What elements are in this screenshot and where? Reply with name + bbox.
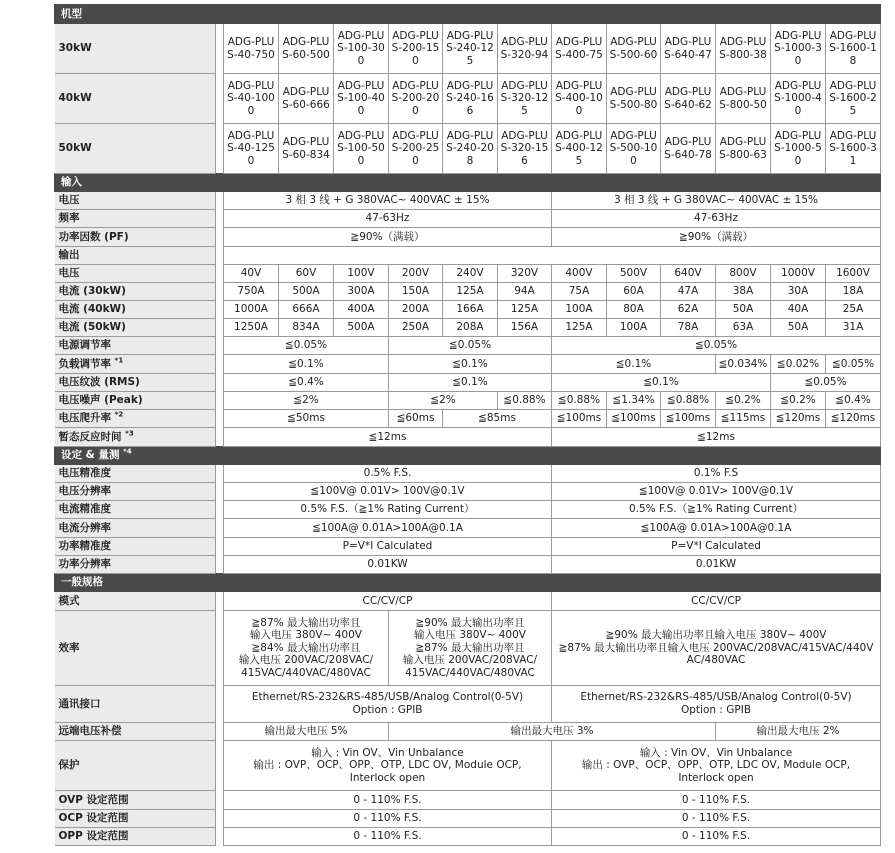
spacer [216,228,224,247]
text-line: 输入 : Vin OV、Vin Unbalance [639,746,793,759]
value-cell: 40V [224,265,279,283]
value-cell: ≦12ms [552,428,881,447]
value-cell: 0.5% F.S.（≧1% Rating Current） [224,501,552,519]
value-cell: ≦100V@ 0.01V> 100V@0.1V [224,483,552,501]
model-cell: ADG-PLUS-500-80 [607,74,661,124]
value-cell: 400A [334,301,389,319]
text-line: Interlock open [678,771,754,784]
section-header-setting [55,447,881,465]
text-line: 415VAC/440VAC/480VAC [405,666,535,679]
value-cell: ≦0.2% [716,392,771,410]
spacer [216,686,224,723]
model-cell: ADG-PLUS-1600-25 [826,74,881,124]
model-cell: ADG-PLUS-240-208 [443,124,498,174]
text-line: ≧87% 最大输出功率且 [251,616,361,629]
text-line: ≧90% 最大输出功率且 [415,616,525,629]
value-cell: ≦0.4% [224,374,389,392]
spacer [216,283,224,301]
model-cell: ADG-PLUS-800-63 [716,124,771,174]
row-voltage-accuracy [55,465,881,483]
model-cell: ADG-PLUS-1000-30 [771,24,826,74]
spacer [216,337,224,355]
value-cell [224,741,552,791]
model-cell: ADG-PLUS-60-500 [279,24,334,74]
text-line: Ethernet/RS-232&RS-485/USB/Analog Control(0-5V) [580,691,852,704]
value-cell [224,611,389,686]
row-power-resolution [55,556,881,574]
spacer [216,828,224,846]
model-cell: ADG-PLUS-200-150 [389,24,443,74]
model-cell: ADG-PLUS-1600-18 [826,24,881,74]
value-cell: ≦12ms [224,428,552,447]
model-cell: ADG-PLUS-640-62 [661,74,716,124]
row-current-accuracy [55,501,881,519]
model-row-40kw [55,74,881,124]
value-cell: ≦0.05% [552,337,881,355]
model-cell: ADG-PLUS-240-166 [443,74,498,124]
text-line: 输入电压 380V~ 400V [250,629,362,642]
model-cell: ADG-PLUS-1000-40 [771,74,826,124]
row-transient [55,428,881,447]
model-cell: ADG-PLUS-800-50 [716,74,771,124]
value-cell: 666A [279,301,334,319]
model-cell: ADG-PLUS-40-1250 [224,124,279,174]
section-title: 输入 [55,174,881,192]
value-cell: CC/CV/CP [224,592,552,611]
model-cell: ADG-PLUS-60-666 [279,74,334,124]
value-cell: 0.1% F.S [552,465,881,483]
value-cell: ≦115ms [716,410,771,428]
model-cell: ADG-PLUS-640-47 [661,24,716,74]
value-cell: ≦100V@ 0.01V> 100V@0.1V [552,483,881,501]
spacer [216,192,224,210]
value-cell: P=V*I Calculated [552,538,881,556]
spacer [216,723,224,741]
text-line: 输入 : Vin OV、Vin Unbalance [311,746,464,759]
section-title: 机型 [55,5,881,24]
section-title-text: 设定 & 量测 [61,449,120,462]
spacer [216,592,224,611]
text-line: ≧87% 最大输出功率且 [415,641,525,654]
value-cell: 125A [552,319,607,337]
row-label-text: 负载调节率 [58,357,111,370]
value-cell: ≦0.034% [716,355,771,374]
value-cell: 0 - 110% F.S. [552,791,881,810]
value-cell: 47-63Hz [224,210,552,228]
model-cell: ADG-PLUS-400-125 [552,124,607,174]
value-cell [389,611,552,686]
row-label: 电流精准度 [55,501,216,519]
model-cell: ADG-PLUS-640-78 [661,124,716,174]
row-label: 电流分辨率 [55,519,216,538]
spacer [216,301,224,319]
value-cell: 62A [661,301,716,319]
model-cell: ADG-PLUS-200-250 [389,124,443,174]
value-cell: 1000A [224,301,279,319]
row-input-frequency [55,210,881,228]
value-cell: ≦0.02% [771,355,826,374]
spacer [216,247,224,265]
spacer [216,519,224,538]
row-line-regulation [55,337,881,355]
spacer [216,556,224,574]
value-cell: 47-63Hz [552,210,881,228]
spacer [216,611,224,686]
value-cell: 78A [661,319,716,337]
model-cell: ADG-PLUS-320-94 [498,24,552,74]
value-cell: 输出最大电压 5% [224,723,389,741]
model-cell: ADG-PLUS-1600-31 [826,124,881,174]
value-cell: 750A [224,283,279,301]
row-label: OVP 设定范围 [55,791,216,810]
row-label: 电压噪声 (Peak) [55,392,216,410]
section-header-model [55,5,881,24]
value-cell: ≦0.88% [661,392,716,410]
row-label: 模式 [55,592,216,611]
value-cell: 63A [716,319,771,337]
value-cell: 240V [443,265,498,283]
row-label [55,355,216,374]
value-cell: 0.5% F.S. [224,465,552,483]
value-cell: 0 - 110% F.S. [224,791,552,810]
value-cell [224,686,552,723]
value-cell [552,686,881,723]
value-cell: P=V*I Calculated [224,538,552,556]
row-power-accuracy [55,538,881,556]
value-cell [552,611,881,686]
text-line: 输出 : OVP、OCP、OPP、OTP, LDC OV, Module OCP, [581,759,851,772]
model-cell: ADG-PLUS-500-100 [607,124,661,174]
value-cell: ≦50ms [224,410,389,428]
row-label: 电压纹波 (RMS) [55,374,216,392]
value-cell: 640V [661,265,716,283]
value-cell: ≦100A@ 0.01A>100A@0.1A [224,519,552,538]
value-cell: 208A [443,319,498,337]
row-label: 50kW [55,124,216,174]
row-label: 通讯接口 [55,686,216,723]
value-cell: 输出最大电压 3% [389,723,716,741]
value-cell: ≦120ms [826,410,881,428]
value-cell: 150A [389,283,443,301]
value-cell: 60A [607,283,661,301]
spacer [216,74,224,124]
spacer [216,538,224,556]
value-cell: ≦2% [224,392,389,410]
row-protection [55,741,881,791]
row-voltage-resolution [55,483,881,501]
value-cell: 166A [443,301,498,319]
row-output-current-50kw [55,319,881,337]
value-cell: 60V [279,265,334,283]
value-cell: 100A [552,301,607,319]
row-label-text: 电压爬升率 [58,412,111,425]
row-label: 效率 [55,611,216,686]
value-cell: 3 相 3 线 + G 380VAC~ 400VAC ± 15% [224,192,552,210]
row-output-current-30kw [55,283,881,301]
spec-table [54,4,881,846]
text-line: 415VAC/440VAC/480VAC [241,666,371,679]
value-cell: 1250A [224,319,279,337]
value-cell: ≦0.1% [389,355,552,374]
value-cell: ≦0.4% [826,392,881,410]
value-cell: 500A [334,319,389,337]
value-cell: ≦85ms [443,410,552,428]
value-cell: 156A [498,319,552,337]
model-cell: ADG-PLUS-240-125 [443,24,498,74]
footnote-mark: *3 [125,429,134,438]
value-cell: 0 - 110% F.S. [224,810,552,828]
model-cell: ADG-PLUS-400-75 [552,24,607,74]
row-efficiency [55,611,881,686]
model-cell: ADG-PLUS-200-200 [389,74,443,124]
model-cell: ADG-PLUS-320-156 [498,124,552,174]
spacer [216,392,224,410]
value-cell: 0.01KW [552,556,881,574]
model-row-50kw [55,124,881,174]
model-cell: ADG-PLUS-40-1000 [224,74,279,124]
text-line: AC/480VAC [686,654,746,667]
value-cell: 100A [607,319,661,337]
row-label: 40kW [55,74,216,124]
value-cell: 200V [389,265,443,283]
value-cell: ≦100A@ 0.01A>100A@0.1A [552,519,881,538]
value-cell: ≦100ms [661,410,716,428]
value-cell: 800V [716,265,771,283]
text-line: Interlock open [349,771,426,784]
value-cell: 834A [279,319,334,337]
value-cell: 80A [607,301,661,319]
row-label: OPP 设定范围 [55,828,216,846]
section-header-general [55,574,881,592]
value-cell: ≦0.1% [224,355,389,374]
value-cell: 50A [771,319,826,337]
section-title: 一般规格 [55,574,881,592]
row-communication [55,686,881,723]
row-mode [55,592,881,611]
value-cell: 100V [334,265,389,283]
value-cell: ≦0.1% [389,374,552,392]
row-remote-sense [55,723,881,741]
row-rise-time [55,410,881,428]
text-line: 输入电压 200VAC/208VAC/ [238,654,374,667]
model-cell: ADG-PLUS-100-300 [334,24,389,74]
spacer [216,210,224,228]
spacer [216,319,224,337]
value-cell: ≦0.05% [826,355,881,374]
text-line: Option : GPIB [681,704,752,716]
row-label: 功率分辨率 [55,556,216,574]
spacer [216,741,224,791]
value-cell: ≦0.88% [552,392,607,410]
value-cell: ≦0.05% [389,337,552,355]
value-cell: ≦0.88% [498,392,552,410]
row-label: 电压 [55,192,216,210]
section-header-output [55,247,881,265]
text-line: Option : GPIB [352,704,423,716]
value-cell: 94A [498,283,552,301]
value-cell: 125A [443,283,498,301]
value-cell: 1000V [771,265,826,283]
model-cell: ADG-PLUS-1000-50 [771,124,826,174]
row-label: 输出 [55,247,216,265]
value-cell: 125A [498,301,552,319]
value-cell: 输出最大电压 2% [716,723,881,741]
row-ovp-range [55,791,881,810]
value-cell: 75A [552,283,607,301]
row-label: 频率 [55,210,216,228]
row-label: 电源调节率 [55,337,216,355]
row-label: 30kW [55,24,216,74]
model-cell: ADG-PLUS-100-400 [334,74,389,124]
text-line: Ethernet/RS-232&RS-485/USB/Analog Control(0-5V) [251,691,524,704]
value-cell: ≦120ms [771,410,826,428]
value-cell: 0.01KW [224,556,552,574]
row-label: 远端电压补偿 [55,723,216,741]
text-line: ≧90% 最大输出功率且输入电压 380V~ 400V [605,629,827,642]
value-cell: 320V [498,265,552,283]
spacer [216,501,224,519]
footnote-mark: *1 [114,356,124,365]
model-cell: ADG-PLUS-100-500 [334,124,389,174]
value-cell: 0 - 110% F.S. [552,828,881,846]
value-cell: 0.5% F.S.（≧1% Rating Current） [552,501,881,519]
value-cell: ≦60ms [389,410,443,428]
spacer [216,265,224,283]
row-label: 保护 [55,741,216,791]
value-cell: 50A [716,301,771,319]
row-label [55,428,216,447]
row-input-voltage [55,192,881,210]
spacer [216,374,224,392]
model-row-30kw [55,24,881,74]
model-cell: ADG-PLUS-800-38 [716,24,771,74]
row-label-text: 暂态反应时间 [58,430,122,443]
row-output-voltage [55,265,881,283]
model-cell: ADG-PLUS-400-100 [552,74,607,124]
row-ocp-range [55,810,881,828]
value-cell: 31A [826,319,881,337]
value-cell: ≦1.34% [607,392,661,410]
row-opp-range [55,828,881,846]
spacer [216,24,224,74]
value-cell [552,741,881,791]
row-label: 功率因数 (PF) [55,228,216,247]
section-header-input [55,174,881,192]
spacer [216,124,224,174]
value-cell: ≧90%（满载） [224,228,552,247]
value-cell: 30A [771,283,826,301]
row-label: 电流 (30kW) [55,283,216,301]
value-cell: ≦0.2% [771,392,826,410]
value-cell: ≦0.05% [771,374,881,392]
spacer [216,791,224,810]
model-cell: ADG-PLUS-320-125 [498,74,552,124]
value-cell: CC/CV/CP [552,592,881,611]
row-label: 电压分辨率 [55,483,216,501]
value-cell: 40A [771,301,826,319]
spacer [216,465,224,483]
row-current-resolution [55,519,881,538]
spacer [216,410,224,428]
value-cell: 0 - 110% F.S. [552,810,881,828]
value-cell: 200A [389,301,443,319]
text-line: 输入电压 380V~ 400V [414,629,526,642]
value-cell: 400V [552,265,607,283]
row-load-regulation [55,355,881,374]
value-cell: ≦0.1% [552,355,716,374]
row-label: 电压精准度 [55,465,216,483]
value-cell: ≧90%（满载） [552,228,881,247]
spacer [216,428,224,447]
value-cell: 250A [389,319,443,337]
model-cell: ADG-PLUS-500-60 [607,24,661,74]
value-cell: 38A [716,283,771,301]
value-cell: ≦2% [389,392,498,410]
value-cell: ≦0.05% [224,337,389,355]
text-line: 输入电压 200VAC/208VAC/ [402,654,538,667]
row-label: 电流 (40kW) [55,301,216,319]
text-line: ≧87% 最大输出功率且输入电压 200VAC/208VAC/415VAC/440V [558,641,874,654]
row-label: 功率精准度 [55,538,216,556]
value-cell: ≦100ms [607,410,661,428]
empty-cell [224,247,881,265]
spacer [216,483,224,501]
row-label: 电压 [55,265,216,283]
model-cell: ADG-PLUS-60-834 [279,124,334,174]
row-input-pf [55,228,881,247]
value-cell: 500V [607,265,661,283]
value-cell: 3 相 3 线 + G 380VAC~ 400VAC ± 15% [552,192,881,210]
value-cell: 300A [334,283,389,301]
value-cell: ≦100ms [552,410,607,428]
value-cell: 0 - 110% F.S. [224,828,552,846]
value-cell: 1600V [826,265,881,283]
row-output-current-40kw [55,301,881,319]
model-cell: ADG-PLUS-40-750 [224,24,279,74]
value-cell: 500A [279,283,334,301]
value-cell: ≦0.1% [552,374,771,392]
text-line: 输出 : OVP、OCP、OPP、OTP, LDC OV, Module OCP, [253,759,522,772]
footnote-mark: *4 [123,447,132,456]
row-label [55,410,216,428]
row-noise [55,392,881,410]
value-cell: 47A [661,283,716,301]
section-title [55,447,881,465]
text-line: ≧84% 最大输出功率且 [251,641,361,654]
value-cell: 25A [826,301,881,319]
row-label: OCP 设定范围 [55,810,216,828]
row-ripple [55,374,881,392]
footnote-mark: *2 [114,410,124,419]
spacer [216,355,224,374]
spacer [216,810,224,828]
row-label: 电流 (50kW) [55,319,216,337]
value-cell: 18A [826,283,881,301]
